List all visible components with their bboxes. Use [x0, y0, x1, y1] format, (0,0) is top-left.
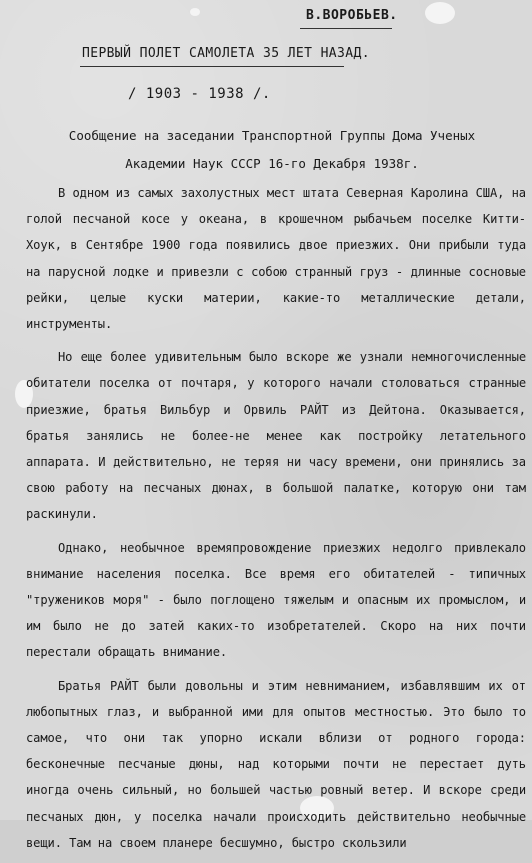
subtitle-line-2: Академии Наук СССР 16-го Декабря 1938г. [125, 156, 419, 171]
subtitle-line-1: Сообщение на заседании Транспортной Группы Дома Ученых [68, 128, 476, 143]
paragraph: Но еще более удивительным было вскоре же узнали немногочисленные обитатели поселка от почтаря, у которого начали столоваться странные приезжие, братья Вильбур и Орвиль РАЙТ из Дейтона. Оказывается, братья занялись не более-не менее как постройку летательного аппарата. И действительно, не теряя ни часу времени, они принялись за свою работу на песчаных дюнах, в большой палатке, которую они там раскинули. [26, 350, 526, 522]
subtitle [52, 122, 492, 178]
title-underline [80, 66, 344, 67]
paragraph: Братья РАЙТ были довольны и этим невниманием, избавлявшим их от любопытных глаз, и выбранной ими для опытов местностью. Это было то самое, что они так упорно искали вблизи от родного города: бесконечные песчаные дюны, над которыми почти не перестает дуть иногда очень сильный, но большей частью ровный ветер. И вскоре среди песчаных дюн, у поселка начали происходить действительно необычные вещи. Там на своем планере бесшумно, быстро скользили [26, 678, 526, 850]
author-name: В.ВОРОБЬЕВ. [306, 8, 398, 23]
paper-damage [425, 2, 455, 24]
body-text [26, 180, 526, 863]
paragraph: Однако, необычное времяпровождение приезжих недолго привлекало внимание населения поселка. Все время его обитателей - типичных "тружеников моря" - было поглощено тяжелым и опасным их промыслом, и им было не до затей каких-то изобретателей. Скоро на них почти перестали обращать внимание. [26, 540, 526, 660]
document-title: ПЕРВЫЙ ПОЛЕТ САМОЛЕТА 35 ЛЕТ НАЗАД. [82, 46, 370, 61]
paragraph: В одном из самых захолустных мест штата Северная Каролина США, на голой песчаной косе у океана, в крошечном рыбачьем поселке Китти-Хоук, в Сентябре 1900 года появились двое приезжих. Они прибыли туда на парусной лодке и привезли с собою странный груз - длинные сосновые рейки, целые куски материи, какие-то металлические детали, инструменты. [26, 186, 526, 332]
author-underline [300, 28, 392, 29]
date-range: / 1903 - 1938 /. [128, 86, 271, 102]
paper-damage [190, 8, 200, 16]
